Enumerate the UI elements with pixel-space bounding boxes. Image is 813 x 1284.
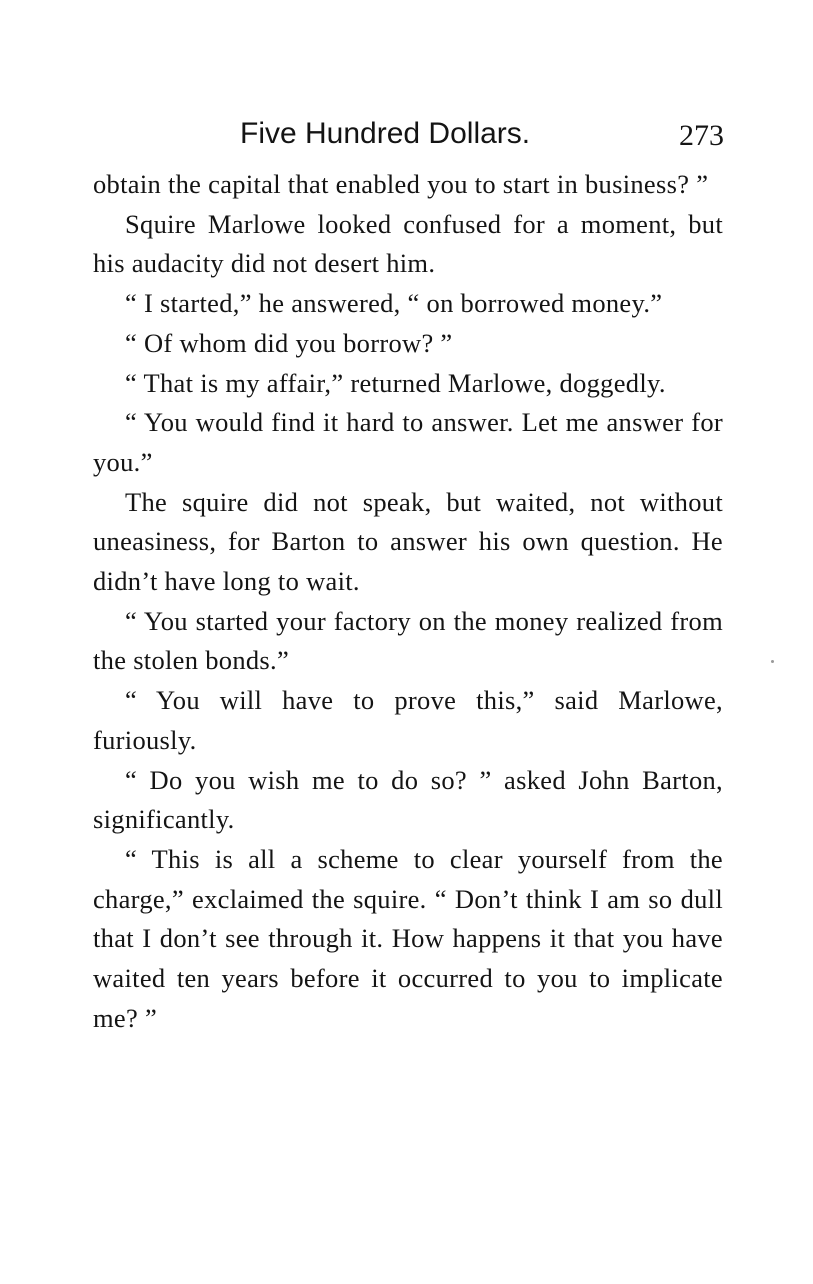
paragraph: “ That is my affair,” returned Marlowe, doggedly. [125,367,666,398]
paragraph: “ You will have to prove this,” said Marlowe, furiously. [93,685,723,755]
body-text [93,165,723,1038]
paragraph: obtain the capital that enabled you to start in business? ” [93,169,709,199]
scan-speck [771,660,774,663]
page-number: 273 [679,119,724,152]
running-title: Five Hundred Dollars. [240,117,531,150]
paragraph: “ Of whom did you borrow? ” [125,327,453,358]
paragraph: “ Do you wish me to do so? ” asked John Barton, significantly. [93,764,723,835]
paragraph: “ I started,” he answered, “ on borrowed money.” [125,288,663,319]
paragraph: “ This is all a scheme to clear yourself from the charge,” exclaimed the squire. “ Don’t think I am so dull that I don’t see through it. How happens it that you have waited ten years before it occurred to you to implicate me? ” [93,843,723,1033]
running-header [240,112,728,156]
paragraph: Squire Marlowe looked confused for a moment, but his audacity did not desert him. [93,208,723,279]
paragraph: “ You started your factory on the money realized from the stolen bonds.” [93,605,723,676]
paragraph: “ You would find it hard to answer. Let me answer for you.” [93,407,723,477]
paragraph: The squire did not speak, but waited, not without uneasiness, for Barton to answer his own question. He didn’t have long to wait. [93,486,723,597]
